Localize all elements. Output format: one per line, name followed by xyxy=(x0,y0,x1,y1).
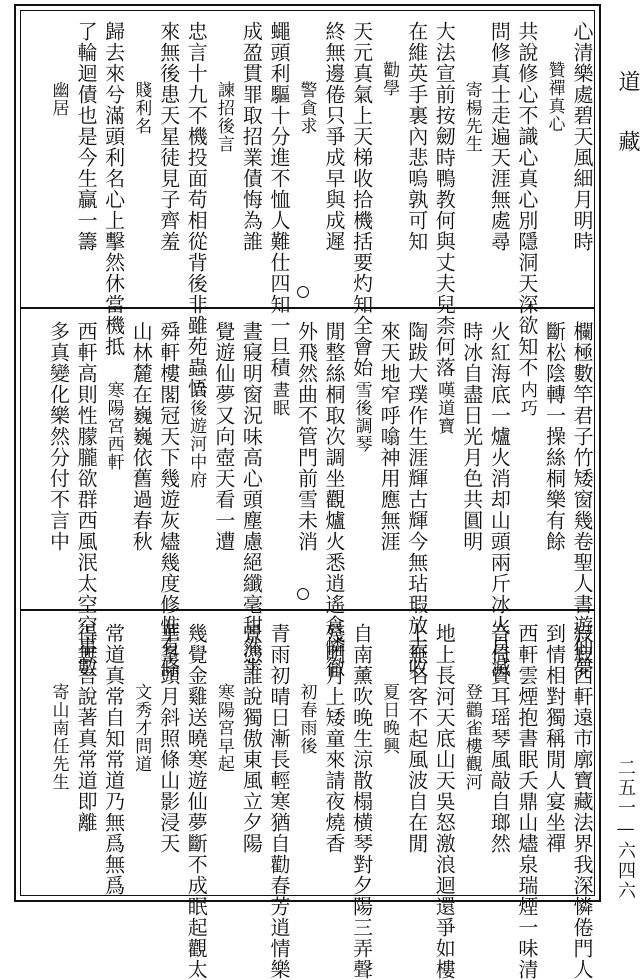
poem-title: 初春雨後 xyxy=(296,683,317,755)
poem-line: 上無名客不起風波自在閒 xyxy=(404,623,429,854)
poem-title: 夏日晚興 xyxy=(379,683,400,755)
poem-line: 得無言說著真常道即離 xyxy=(74,623,99,833)
page-number: 二五一—六四六 xyxy=(615,758,636,901)
poem-line: 來天地窄呼噏神用應無涯 xyxy=(377,321,402,552)
poem-line: 了輪迴債也是今生贏一籌 xyxy=(74,21,99,252)
poem-title: 嘆道寶 xyxy=(434,381,455,435)
poem-line: 閒整絲桐取次調坐觀爐火悉逍遙倉憐徹 xyxy=(322,321,347,678)
poem-line: 常道真常自知常道乃無爲無爲 xyxy=(101,623,126,896)
poem-title: 寒陽宮早起 xyxy=(213,683,234,773)
poem-line: 到情相對獨稱閒人宴坐禪 xyxy=(542,623,567,854)
poem-line: 地上長河天底山天吳怒激浪迴還爭如樓 xyxy=(432,623,457,980)
inner-border xyxy=(20,10,595,980)
poem-line: 心清樂處碧天風細月明時 xyxy=(570,21,594,252)
collection-title: 道 xyxy=(615,70,640,100)
poem-line: 天元真氣上天梯收拾機括要灼知全會始 xyxy=(349,21,374,378)
poem-title: 賤利名 xyxy=(131,81,152,135)
poem-line: 成盈貫罪取招業債悔為誰 xyxy=(239,21,264,252)
poem-line: 多真變化樂然分付不言中 xyxy=(46,321,71,552)
poem-title: 晝眠 xyxy=(268,381,289,417)
poem-line: 舜軒樓閣冠天下幾遊灰燼幾度修惟有條 xyxy=(156,321,181,678)
poem-line: 青雨初晴日漸長輕寒猶自勸春芳逍情樂 xyxy=(266,623,291,980)
text-panel-bottom xyxy=(25,617,594,980)
poem-line: 西軒高則性朦朧欲群西風泯太空空事數 xyxy=(74,321,99,678)
poem-line: 景憑誰說獨傲東風立夕陽 xyxy=(239,623,264,854)
poem-line: 歸去來兮滿頭利名心上擊然休當機抵 xyxy=(101,21,126,357)
poem-line: 終無邊倦只爭成早與成遲 xyxy=(322,21,347,252)
poem-line: 時冰自盡日光月色共圓明 xyxy=(459,321,484,552)
circle-mark xyxy=(297,588,309,600)
poem-title: 雪後調琴 xyxy=(351,381,372,453)
page-border xyxy=(14,4,601,980)
poem-line: 西軒雲煙抱書眠夭鼎山燼泉瑞煙一味清 xyxy=(514,623,539,980)
poem-title: 警貪求 xyxy=(296,81,317,135)
poem-line: 殘明月上矮童來請夜燒香 xyxy=(322,623,347,854)
circle-mark xyxy=(297,286,309,298)
poem-line: 陶跋大璞作生涯輝古輝今無玷瑕放去收 xyxy=(404,321,429,678)
poem-line: 寂寂西軒遠市廓寶藏法界我深憐倦門人 xyxy=(570,623,594,980)
poem-title: 寄楊先生 xyxy=(461,81,482,153)
poem-line: 問修真士走遍天涯無處尋 xyxy=(487,21,512,252)
poem-line: 幾覺金雞送曉寒遊仙夢斷不成眠起觀太 xyxy=(184,623,209,980)
poem-line: 覺遊仙夢又向壺天看一遭 xyxy=(211,321,236,552)
poem-title: 贊禪真心 xyxy=(544,61,565,133)
poem-line: 山林麓在巍巍依舊過春秋 xyxy=(129,321,154,552)
poem-title: 寒陽宮西軒 xyxy=(103,381,124,471)
poem-title: 内巧 xyxy=(516,381,537,417)
poem-title: 文秀才問道 xyxy=(131,683,152,773)
poem-line: 晝寢明窗況味高心頭塵慮絕纖毫甜然半 xyxy=(239,321,264,678)
text-panel-middle xyxy=(25,315,594,678)
poem-line: 共說修心不識心真心別隱洞天深欲知不 xyxy=(514,21,539,378)
poem-line: 來無後患天星徒見子齊羞 xyxy=(156,21,181,252)
poem-line: 在維英手裏內悲嗚孰可知 xyxy=(404,21,429,252)
poem-line: 蠅頭利驅十分進不恤人難仕四知一旦積 xyxy=(266,21,291,378)
poem-title: 登鸛雀樓觀河 xyxy=(461,683,482,791)
poem-title: 兵後遊河中府 xyxy=(186,381,207,489)
poem-line: 自南薰吹晚生涼散榻横琴對夕陽三弄聲 xyxy=(349,623,374,980)
poem-line: 忠言十九不機投面苟相從背後非雖苑蟲悟 xyxy=(184,21,209,399)
poem-title: 幽居 xyxy=(48,81,69,117)
poem-line: 斷松陰轉一操絲桐樂有餘 xyxy=(542,321,567,552)
poem-line: 大法宣前按劒時鴨教何與丈夫兒柰何落 xyxy=(432,21,457,378)
poem-line: 欄極數竿君子竹矮窗幾卷聖人書遊仙夢 xyxy=(570,321,594,678)
collection-subtitle: 藏 xyxy=(615,130,640,160)
poem-line: 火紅海底一爐火消却山頭兩斤冰火自滅 xyxy=(487,321,512,678)
poem-line: 華峯頭月斜照條山影浸天 xyxy=(156,623,181,854)
poem-line: 音倚貴耳瑶琴風敲自瑯然 xyxy=(487,623,512,854)
poem-title: 勸學 xyxy=(379,61,400,97)
poem-title: 寄山南任先生 xyxy=(48,683,69,791)
poem-line: 外飛然曲不管門前雪未消 xyxy=(294,321,319,552)
poem-title: 諫招後言 xyxy=(213,81,234,153)
